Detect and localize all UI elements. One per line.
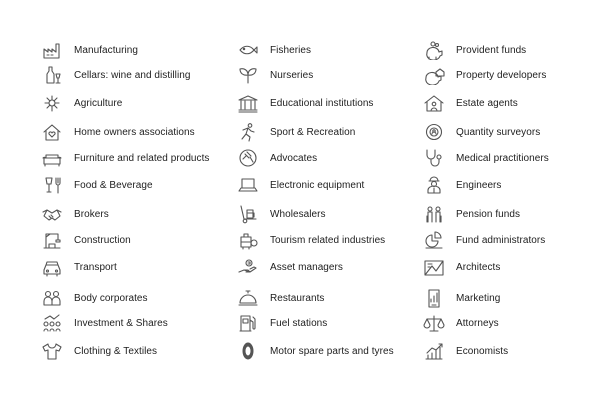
list-item xyxy=(40,203,109,225)
factory-icon xyxy=(40,39,64,61)
item-label: Property developers xyxy=(456,69,547,81)
item-label: Educational institutions xyxy=(270,97,374,109)
list-item xyxy=(422,203,520,225)
mobile-chart-icon xyxy=(422,287,446,309)
stethoscope-icon xyxy=(422,147,446,169)
item-label: Food & Beverage xyxy=(74,179,153,191)
list-item xyxy=(236,92,374,114)
scales-icon xyxy=(422,312,446,334)
item-label: Body corporates xyxy=(74,292,148,304)
elderly-couple-icon xyxy=(422,203,446,225)
laptop-icon xyxy=(236,174,260,196)
item-label: Cellars: wine and distilling xyxy=(74,69,191,81)
item-label: Investment & Shares xyxy=(74,317,168,329)
item-label: Fund administrators xyxy=(456,234,546,246)
item-label: Architects xyxy=(456,261,501,273)
house-person-icon xyxy=(422,92,446,114)
item-label: Clothing & Textiles xyxy=(74,345,158,357)
list-item xyxy=(40,312,168,334)
list-item xyxy=(422,39,526,61)
list-item xyxy=(236,340,394,362)
item-label: Agriculture xyxy=(74,97,123,109)
piggy-coins-icon xyxy=(422,39,446,61)
blueprint-icon xyxy=(422,256,446,278)
list-item xyxy=(422,287,500,309)
runner-icon xyxy=(236,121,260,143)
list-item xyxy=(236,287,324,309)
crane-icon xyxy=(40,229,64,251)
list-item xyxy=(236,174,364,196)
item-label: Advocates xyxy=(270,152,318,164)
luggage-icon xyxy=(236,229,260,251)
hand-truck-icon xyxy=(236,203,260,225)
item-label: Transport xyxy=(74,261,117,273)
item-label: Attorneys xyxy=(456,317,499,329)
item-label: Nurseries xyxy=(270,69,314,81)
item-label: Construction xyxy=(74,234,131,246)
list-item xyxy=(422,121,540,143)
list-item xyxy=(40,340,157,362)
gavel-circle-icon xyxy=(236,147,260,169)
list-item xyxy=(40,256,117,278)
list-item xyxy=(422,340,508,362)
item-label: Fisheries xyxy=(270,44,312,56)
list-item xyxy=(40,287,148,309)
plant-icon xyxy=(40,92,64,114)
tshirt-icon xyxy=(40,340,64,362)
list-item xyxy=(236,121,355,143)
list-item xyxy=(40,92,122,114)
growth-people-icon xyxy=(40,312,64,334)
list-item xyxy=(422,256,500,278)
item-label: Medical practitioners xyxy=(456,152,549,164)
item-label: Motor spare parts and tyres xyxy=(270,345,394,357)
handshake-icon xyxy=(40,203,64,225)
pie-chart-icon xyxy=(422,229,446,251)
list-item xyxy=(40,121,195,143)
people-meeting-icon xyxy=(40,287,64,309)
list-item xyxy=(236,64,313,86)
item-label: Estate agents xyxy=(456,97,518,109)
item-label: Electronic equipment xyxy=(270,179,365,191)
list-item xyxy=(40,174,153,196)
list-item xyxy=(40,64,190,86)
list-item xyxy=(422,92,518,114)
list-item xyxy=(422,174,501,196)
list-item xyxy=(40,147,209,169)
list-item xyxy=(422,147,549,169)
list-item xyxy=(236,256,343,278)
hand-coins-icon xyxy=(236,256,260,278)
item-label: Manufacturing xyxy=(74,44,139,56)
item-label: Furniture and related products xyxy=(74,152,210,164)
item-label: Engineers xyxy=(456,179,502,191)
item-label: Pension funds xyxy=(456,208,521,220)
item-label: Tourism related industries xyxy=(270,234,386,246)
item-label: Home owners associations xyxy=(74,126,195,138)
item-label: Wholesalers xyxy=(270,208,326,220)
tyre-icon xyxy=(236,340,260,362)
item-label: Quantity surveyors xyxy=(456,126,541,138)
list-item xyxy=(40,39,138,61)
institution-icon xyxy=(236,92,260,114)
list-item xyxy=(236,203,326,225)
list-item xyxy=(236,147,317,169)
item-label: Restaurants xyxy=(270,292,325,304)
fish-icon xyxy=(236,39,260,61)
sofa-icon xyxy=(40,147,64,169)
bar-growth-icon xyxy=(422,340,446,362)
list-item xyxy=(236,312,327,334)
gear-person-icon xyxy=(422,121,446,143)
cloche-icon xyxy=(236,287,260,309)
list-item xyxy=(422,64,546,86)
list-item xyxy=(422,229,545,251)
list-item xyxy=(40,229,131,251)
list-item xyxy=(236,39,311,61)
fuel-pump-icon xyxy=(236,312,260,334)
wine-bottle-icon xyxy=(40,64,64,86)
leaves-icon xyxy=(236,64,260,86)
glass-fork-icon xyxy=(40,174,64,196)
item-label: Sport & Recreation xyxy=(270,126,356,138)
item-label: Marketing xyxy=(456,292,501,304)
car-icon xyxy=(40,256,64,278)
list-item xyxy=(422,312,499,334)
list-item xyxy=(236,229,385,251)
item-label: Brokers xyxy=(74,208,109,220)
item-label: Fuel stations xyxy=(270,317,328,329)
item-label: Economists xyxy=(456,345,509,357)
item-label: Provident funds xyxy=(456,44,527,56)
item-label: Asset managers xyxy=(270,261,343,273)
house-heart-icon xyxy=(40,121,64,143)
engineer-icon xyxy=(422,174,446,196)
piggy-house-icon xyxy=(422,64,446,86)
